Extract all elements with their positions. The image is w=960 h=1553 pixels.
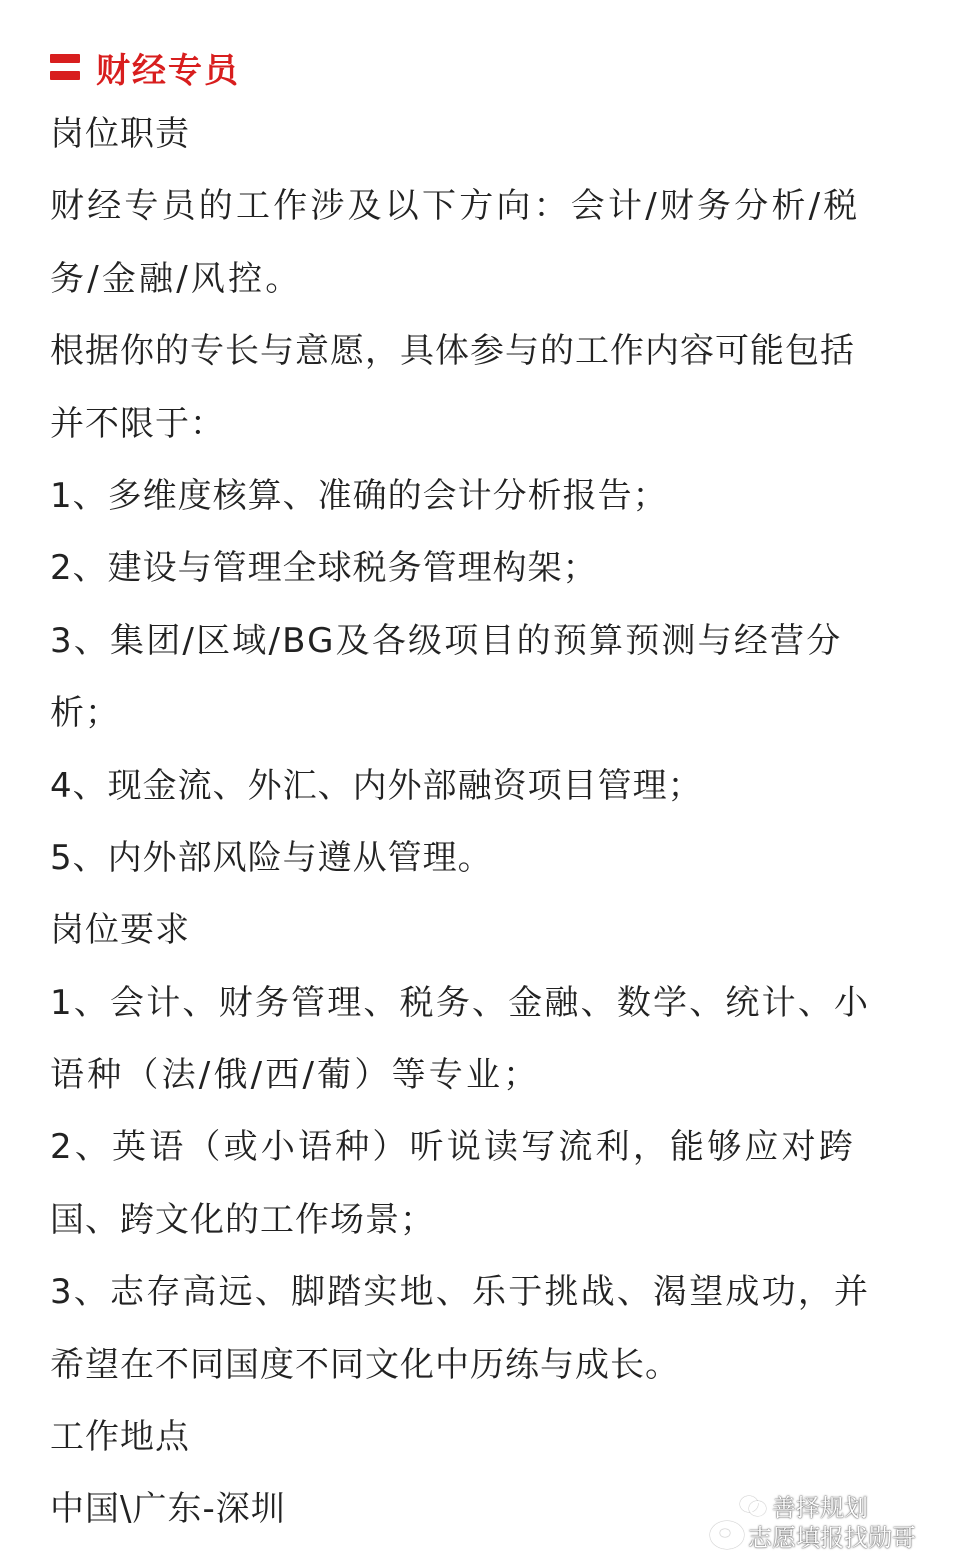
duties-intro-line-2: 务/金融/风控。 xyxy=(50,258,303,299)
requirement-item-3-line-2: 希望在不同国度不同文化中历练与成长。 xyxy=(50,1344,680,1385)
watermark xyxy=(710,1490,950,1552)
duty-item-5: 5、内外部风险与遵从管理。 xyxy=(50,837,493,878)
duty-item-1: 1、多维度核算、准确的会计分析报告； xyxy=(50,475,668,516)
requirement-item-1-line-1: 1、会计、财务管理、税务、金融、数学、统计、小 xyxy=(50,982,871,1023)
title-row xyxy=(50,36,912,98)
watermark-account-name: 善择规划 xyxy=(772,1493,868,1522)
title-bar-icon xyxy=(50,54,80,80)
requirement-item-2-line-1: 2、英语（或小语种）听说读写流利，能够应对跨 xyxy=(50,1127,857,1168)
location-value: 中国\广东-深圳 xyxy=(50,1489,286,1530)
duties-intro-line-1: 财经专员的工作涉及以下方向：会计/财务分析/税 xyxy=(50,186,861,227)
section-heading-duties: 岗位职责 xyxy=(50,114,190,154)
requirement-item-1-line-2: 语种（法/俄/西/葡）等专业； xyxy=(50,1055,541,1096)
requirement-item-3-line-1: 3、志存高远、脚踏实地、乐于挑战、渴望成功，并 xyxy=(50,1272,871,1313)
watermark-row-2 xyxy=(710,1520,950,1550)
wechat-icon xyxy=(740,1494,766,1516)
duty-item-2: 2、建设与管理全球税务管理构架； xyxy=(50,548,598,589)
weibo-icon xyxy=(710,1521,744,1549)
duty-item-4: 4、现金流、外汇、内外部融资项目管理； xyxy=(50,765,703,806)
watermark-author-name: 志愿填报找勋哥 xyxy=(748,1523,916,1552)
section-heading-requirements: 岗位要求 xyxy=(50,910,190,951)
duties-scope-line-2: 并不限于： xyxy=(50,403,225,444)
page-title: 财经专员 xyxy=(96,50,240,91)
watermark-row-1 xyxy=(710,1490,950,1520)
duty-item-3-line-1: 3、集团/区域/BG及各级项目的预算预测与经营分 xyxy=(50,620,843,661)
requirement-item-2-line-2: 国、跨文化的工作场景； xyxy=(50,1199,435,1240)
job-posting xyxy=(50,36,912,1546)
section-heading-location: 工作地点 xyxy=(50,1417,190,1458)
duty-item-3-line-2: 析； xyxy=(50,693,120,734)
duties-scope-line-1: 根据你的专长与意愿，具体参与的工作内容可能包括 xyxy=(50,331,855,372)
